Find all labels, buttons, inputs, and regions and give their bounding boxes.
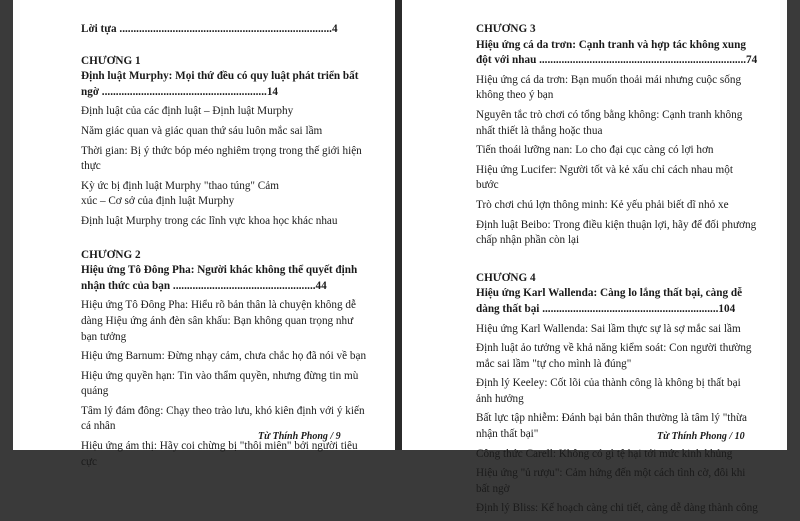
chapter-3-title: Hiệu ứng cá da trơn: Cạnh tranh và hợp tác không xung đột với nhau ..........................................................................74 bbox=[476, 38, 758, 67]
chapter-2-title: Hiệu ứng Tô Đông Pha: Người khác không thể quyết định nhận thức của bạn ...................................................44 bbox=[81, 264, 358, 292]
left-toc-column bbox=[81, 22, 371, 474]
page-footer: Từ Thính Phong / 9 bbox=[258, 431, 341, 442]
toc-item: Nguyên tắc trò chơi có tổng bằng không: Cạnh tranh không nhất thiết là thắng hoặc thua bbox=[476, 108, 743, 137]
toc-item: Hiệu ứng Barnum: Đừng nhạy cảm, chưa chắc họ đã nói về bạn bbox=[81, 350, 367, 363]
toc-item: Định lý Bliss: Kế hoạch càng chi tiết, càng dễ dàng thành công bbox=[476, 502, 758, 515]
toc-item: Hiệu ứng quyền hạn: Tin vào thẩm quyền, nhưng đừng tin mù quáng bbox=[81, 369, 359, 398]
toc-item: Thời gian: Bị ý thức bóp méo nghiêm trọng trong thế giới hiện thực bbox=[81, 144, 362, 173]
right-page bbox=[402, 0, 787, 515]
chapter-4-title: Hiệu ứng Karl Wallenda: Càng lo lắng thất bại, càng dễ dàng thất bại ...............................................................104 bbox=[476, 287, 743, 315]
left-page bbox=[13, 0, 395, 468]
toc-item: Tâm lý đám đông: Chạy theo trào lưu, khó kiên định với ý kiến cá nhân bbox=[81, 404, 365, 433]
chapter-3-label: CHƯƠNG 3 bbox=[476, 23, 536, 35]
toc-item: Hiệu ứng cá da trơn: Bạn muốn thoải mái nhưng cuộc sống không theo ý bạn bbox=[476, 73, 742, 102]
chapter-4-label: CHƯƠNG 4 bbox=[476, 271, 536, 284]
toc-item: Định luật Murphy trong các lĩnh vực khoa học khác nhau bbox=[81, 214, 338, 227]
toc-item: Hiệu ứng Tô Đông Pha: Hiểu rõ bản thân là chuyện không dễ dàng Hiệu ứng ánh đèn sân khấu: Bạn không quan trọng như bạn tưởng bbox=[81, 299, 356, 343]
toc-item: Tiến thoái lưỡng nan: Lo cho đại cục càng có lợi hơn bbox=[476, 144, 714, 157]
toc-item: Định luật của các định luật – Định luật Murphy bbox=[81, 105, 294, 118]
page-footer: Từ Thính Phong / 10 bbox=[657, 431, 745, 442]
toc-item: Định luật ảo tưởng về khả năng kiểm soát: Con người thường mắc sai lầm "tự cho mình là đúng" bbox=[476, 342, 752, 370]
toc-item: Hiệu ứng Lucifer: Người tốt và kẻ xấu chỉ cách nhau một bước bbox=[476, 163, 733, 192]
toc-item: Bất lực tập nhiễm: Đánh bại bản thân thường là tâm lý "thừa nhận thất bại" bbox=[476, 412, 748, 441]
right-toc-column bbox=[476, 22, 758, 521]
toc-item: Kỳ ức bị định luật Murphy "thao túng" Cảm bbox=[81, 179, 279, 192]
toc-item: Định luật Beibo: Trong điều kiện thuận lợi, hãy để đối phương chấp nhận phần còn lại bbox=[476, 218, 757, 247]
book-gutter bbox=[395, 0, 402, 450]
chapter-1-label: CHƯƠNG 1 bbox=[81, 54, 141, 67]
toc-item: Hiệu ứng Karl Wallenda: Sai lầm thực sự là sợ mắc sai lầm bbox=[476, 322, 741, 335]
toc-item: Hiệu ứng "ủ rượu": Cảm hứng đến một cách tình cờ, đôi khi bất ngờ bbox=[476, 467, 746, 495]
toc-item: xúc – Cơ sở của định luật Murphy bbox=[81, 195, 235, 208]
toc-item: Hiệu ứng ám thị: Hãy coi chừng bị "thôi miên" bởi người tiêu cực bbox=[81, 440, 358, 468]
toc-item: Công thức Carell: Không có gì tệ hại tới mức kinh khủng bbox=[476, 447, 733, 460]
toc-item: Định lý Keeley: Cốt lõi của thành công là không bị thất bại ảnh hưởng bbox=[476, 377, 741, 405]
chapter-1-title: Định luật Murphy: Mọi thứ đều có quy luật phát triển bất ngờ ...........................................................14 bbox=[81, 70, 359, 98]
chapter-2-label: CHƯƠNG 2 bbox=[81, 248, 141, 261]
toc-preface: Lời tựa ............................................................................4 bbox=[81, 23, 338, 35]
toc-item: Năm giác quan và giác quan thứ sáu luôn mắc sai lầm bbox=[81, 124, 323, 137]
toc-item: Trò chơi chú lợn thông minh: Kẻ yếu phải biết dĩ nhỏ xe bbox=[476, 198, 729, 211]
